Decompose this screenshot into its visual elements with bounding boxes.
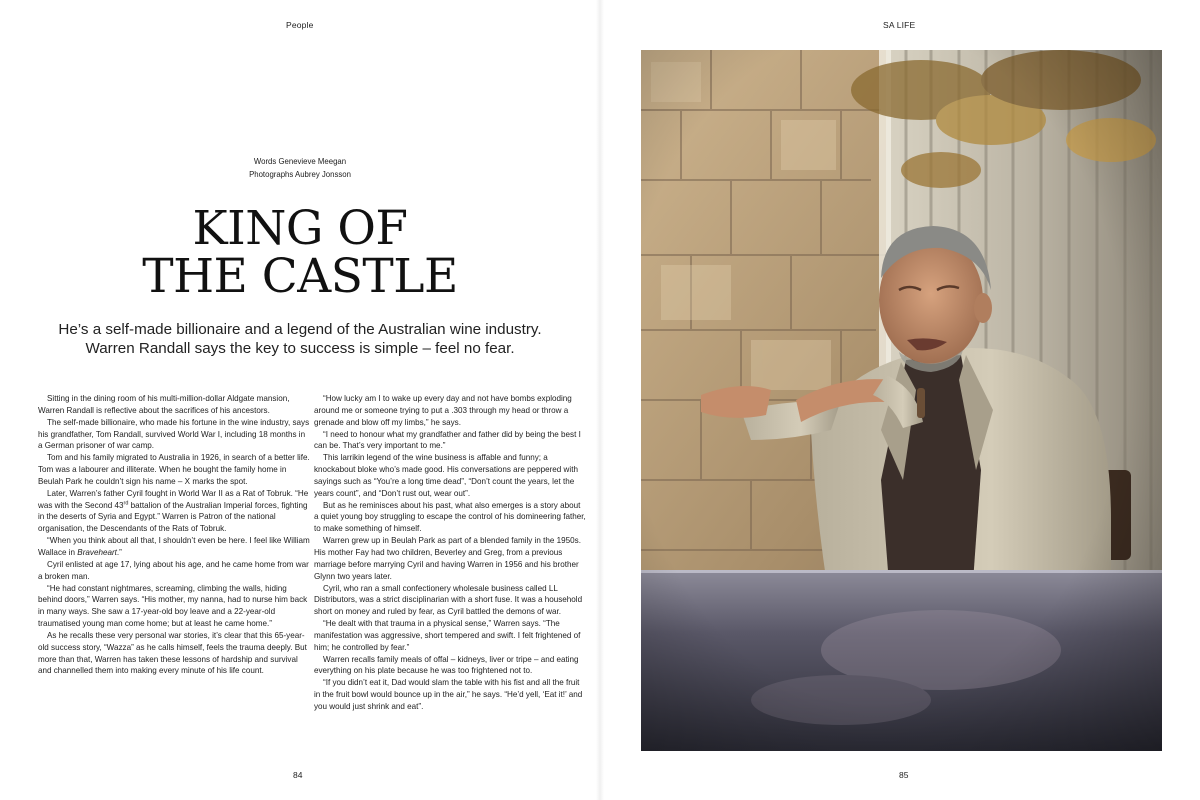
paragraph: “I need to honour what my grandfather and father did by being the best I can be. That’s very important to me.”: [314, 429, 581, 451]
standfirst-line-1: He’s a self-made billionaire and a legend of the Australian wine industry.: [58, 321, 542, 338]
paragraph-text: battalion of the Australian Imperial forces, fighting in the deserts of Syria and Egypt.” Warren is Patron of the national organisation, the Descendants of the Rats of Tobruk.: [38, 500, 308, 534]
running-head-left: People: [286, 20, 314, 30]
title-line-2: THE CASTLE: [142, 249, 458, 304]
paragraph: “He dealt with that trauma in a physical sense,” Warren says. “The manifestation was aggressive, short tempered and swift. I felt frightened of him; he controlled by fear.”: [314, 619, 581, 652]
paragraph: This larrikin legend of the wine business is affable and funny; a knockabout bloke who’s made good. His conversations are peppered with sayings such as “You’re a long time dead”, “Don’t count the years, let the years count”, and “Don’t rust out, wear out”.: [314, 453, 578, 498]
article-title: [60, 201, 540, 304]
photos-credit: Photographs Aubrey Jonsson: [249, 170, 351, 179]
body-column-1: [38, 393, 310, 677]
body-column-2: [314, 393, 586, 713]
standfirst: [40, 320, 560, 358]
paragraph: As he recalls these very personal war stories, it’s clear that this 65-year-old success story, “Wazza” as he calls himself, feels the trauma deeply. But more than that, Warren has taken these lessons of hardship and survival and channelled them into making every minute of his life count.: [38, 630, 307, 676]
paragraph-text: “When you think about all that, I shouldn’t even be here. I feel like William Wallace in: [38, 536, 310, 557]
standfirst-line-2: Warren Randall says the key to success is simple – feel no fear.: [85, 340, 515, 357]
paragraph-text: .”: [116, 547, 122, 557]
ordinal-superscript: rd: [123, 499, 129, 506]
page-number-right: 85: [899, 770, 909, 780]
right-page: [600, 0, 1200, 800]
paragraph: Cyril enlisted at age 17, lying about his age, and he came home from war a broken man.: [38, 559, 309, 581]
paragraph: [38, 535, 310, 559]
paragraph-text: Later, Warren’s father Cyril fought in World War II as a Rat of Tobruk. “He was with the Second 43: [38, 488, 309, 510]
paragraph: Warren grew up in Beulah Park as part of a blended family in the 1950s. His mother Fay had two children, Beverley and Greg, from a previous marriage before marrying Cyril and having Warren in 1956 and his brother Glynn two years later.: [314, 536, 581, 581]
portrait-photo: [641, 50, 1162, 751]
words-credit: Words Genevieve Meegan: [253, 157, 347, 166]
paragraph: “He had constant nightmares, screaming, climbing the walls, hiding behind doors,” Warren says. “His mother, my nanna, had to nurse him back in many ways. She saw a 17-year-old boy leave and a 22-year-old traumatised young man come home; but at least he came home.”: [38, 583, 308, 629]
paragraph: Sitting in the dining room of his multi-million-dollar Aldgate mansion, Warren Randall is reflective about the sacrifices of his ancestors.: [38, 394, 290, 415]
page-number-left: 84: [293, 770, 303, 780]
paragraph: Tom and his family migrated to Australia in 1926, in search of a better life. Tom was a labourer and illiterate. When he bought the family home in Beulah Park he couldn’t sign his name – X marks the spot.: [38, 453, 310, 486]
paragraph: But as he reminisces about his past, what also emerges is a story about a quiet young boy struggling to escape the control of his domineering father, to make something of himself.: [314, 500, 586, 534]
portrait-illustration: [641, 50, 1162, 751]
paragraph: “How lucky am I to wake up every day and not have bombs exploding around me or someone trying to put a .303 through my head or throw a grenade and blow off my limbs,” he says.: [314, 394, 572, 427]
paragraph: Cyril, who ran a small confectionery wholesale business called LL Distributors, was a strict disciplinarian with a short fuse. It was a household short on money and ruled by fear, as Cyril battled the demons of war.: [314, 583, 583, 617]
paragraph: Warren recalls family meals of offal – kidneys, liver or tripe – and eating everything on his plate because he was too frightened not to.: [314, 654, 579, 676]
running-head-right: SA LIFE: [883, 20, 916, 30]
paragraph: “If you didn’t eat it, Dad would slam the table with his fist and all the fruit in the fruit bowl would bounce up in the air,” he says. “He’d yell, ‘Eat it!’ and you would just shrink and eat”.: [314, 678, 583, 711]
film-title: Braveheart: [77, 547, 117, 557]
paragraph: The self-made billionaire, who made his fortune in the wine industry, says his grandfather, Tom Randall, survived World War I, including 18 months in a German prisoner of war camp.: [38, 417, 310, 451]
paragraph: [38, 488, 310, 535]
title-line-1: KING OF: [192, 201, 408, 256]
byline-credits: [200, 155, 400, 181]
